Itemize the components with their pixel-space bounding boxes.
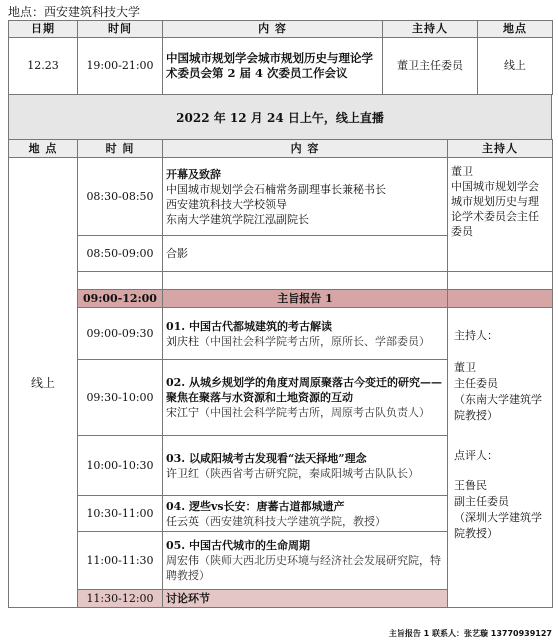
- opening-title: 开幕及致辞: [166, 167, 221, 181]
- schedule-row-opening: [9, 158, 553, 236]
- schedule-row-keynote-header: [9, 290, 553, 308]
- opening-speaker-2: 西安建筑科技大学校领导: [166, 197, 287, 211]
- talk-01-title: 01. 中国古代都城建筑的考古解读: [166, 319, 332, 333]
- content-photo: 合影: [163, 236, 448, 272]
- evening-meeting-table: [8, 20, 553, 95]
- table1-header-row: [9, 21, 553, 38]
- date-banner-table: [8, 94, 552, 141]
- content-opening: [163, 158, 448, 236]
- moderator-role: 主任委员: [454, 377, 498, 390]
- date-banner: 2022 年 12 月 24 日上午，线上直播: [9, 95, 552, 141]
- moderator-name: 董卫: [454, 361, 476, 374]
- keynote-schedule-table: [8, 139, 553, 608]
- time-keynote: 09:00-12:00: [78, 290, 163, 308]
- header-date: 日期: [9, 21, 78, 38]
- opening-host: 董卫 中国城市规划学会城市规划历史与理论学术委员会主任委员: [448, 158, 553, 272]
- content-talk-04: [163, 496, 448, 532]
- row-date: 12.23: [9, 38, 78, 95]
- moderator-label: 主持人：: [454, 329, 498, 342]
- host-panel: [448, 308, 553, 608]
- header-content: 内 容: [163, 21, 383, 38]
- schedule-spacer-row: [9, 272, 553, 290]
- talk-03-title: 03. 以咸阳城考古发现看“法天择地”理念: [166, 451, 367, 465]
- row-time: 19:00-21:00: [78, 38, 163, 95]
- time-talk-04: 10:30-11:00: [78, 496, 163, 532]
- talk-04-title: 04. 逻些vs长安：唐蕃古道都城遗产: [166, 499, 345, 513]
- row-host: 董卫主任委员: [383, 38, 478, 95]
- talk-05-title: 05. 中国古代城市的生命周期: [166, 539, 310, 552]
- content-talk-01: [163, 308, 448, 360]
- header-content2: 内 容: [163, 140, 448, 158]
- talk-03-speaker: 许卫红: [166, 466, 199, 480]
- commentator-role: 副主任委员: [454, 495, 509, 508]
- talk-01-note: （中国社会科学院考古所，原所长、学部委员）: [199, 334, 430, 348]
- header-host2: 主持人: [448, 140, 553, 158]
- header-time: 时间: [78, 21, 163, 38]
- header-place: 地点: [478, 21, 553, 38]
- table2-header-row: [9, 140, 553, 158]
- opening-speaker-1: 中国城市规划学会石楠常务副理事长兼秘书长: [166, 182, 386, 196]
- row-place: 线上: [478, 38, 553, 95]
- talk-03-note: （陕西省考古研究院，秦咸阳城考古队队长）: [199, 466, 419, 480]
- time-discussion: 11:30-12:00: [78, 590, 163, 608]
- place-online: 线上: [9, 158, 78, 608]
- keynote-title: 主旨报告 1: [163, 290, 448, 308]
- talk-04-note: （西安建筑科技大学建筑学院，教授）: [199, 514, 386, 528]
- talk-02-title: 02. 从城乡规划学的角度对周原聚落古今变迁的研究——聚焦在聚落与水资源和土地资源的互动: [166, 376, 442, 404]
- content-talk-03: [163, 436, 448, 496]
- table1-row: [9, 38, 553, 95]
- time-talk-05: 11:00-11:30: [78, 532, 163, 590]
- talk-01-speaker: 刘庆柱: [166, 334, 199, 348]
- schedule-row-talk-01: [9, 308, 553, 360]
- time-talk-03: 10:00-10:30: [78, 436, 163, 496]
- commentator-label: 点评人：: [454, 449, 498, 462]
- row-content: 中国城市规划学会城市规划历史与理论学术委员会第 2 届 4 次委员工作会议: [163, 38, 383, 95]
- time-talk-02: 09:30-10:00: [78, 360, 163, 436]
- moderator-org: （东南大学建筑学院教授）: [454, 393, 542, 422]
- time-opening: 08:30-08:50: [78, 158, 163, 236]
- footer-contact: 主旨报告 1 联系人：张艺璇 13770939127: [388, 629, 552, 638]
- opening-speaker-3: 东南大学建筑学院江泓副院长: [166, 212, 309, 226]
- talk-05-speaker: 周宏伟: [166, 554, 199, 567]
- commentator-name: 王鲁民: [454, 479, 487, 492]
- talk-02-note: （中国社会科学院考古所，周原考古队负责人）: [199, 406, 430, 419]
- location-line: 地点：西安建筑科技大学: [8, 5, 141, 19]
- content-talk-02: [163, 360, 448, 436]
- header-place2: 地 点: [9, 140, 78, 158]
- header-time2: 时 间: [78, 140, 163, 158]
- talk-02-speaker: 宋江宁: [166, 406, 199, 419]
- discussion-title: 讨论环节: [163, 590, 448, 608]
- time-photo: 08:50-09:00: [78, 236, 163, 272]
- content-talk-05: [163, 532, 448, 590]
- header-host: 主持人: [383, 21, 478, 38]
- talk-04-speaker: 任云英: [166, 514, 199, 528]
- talk-05-note: （陕师大西北历史环境与经济社会发展研究院，特聘教授）: [166, 554, 441, 582]
- commentator-org: （深圳大学建筑学院教授）: [454, 511, 542, 540]
- time-talk-01: 09:00-09:30: [78, 308, 163, 360]
